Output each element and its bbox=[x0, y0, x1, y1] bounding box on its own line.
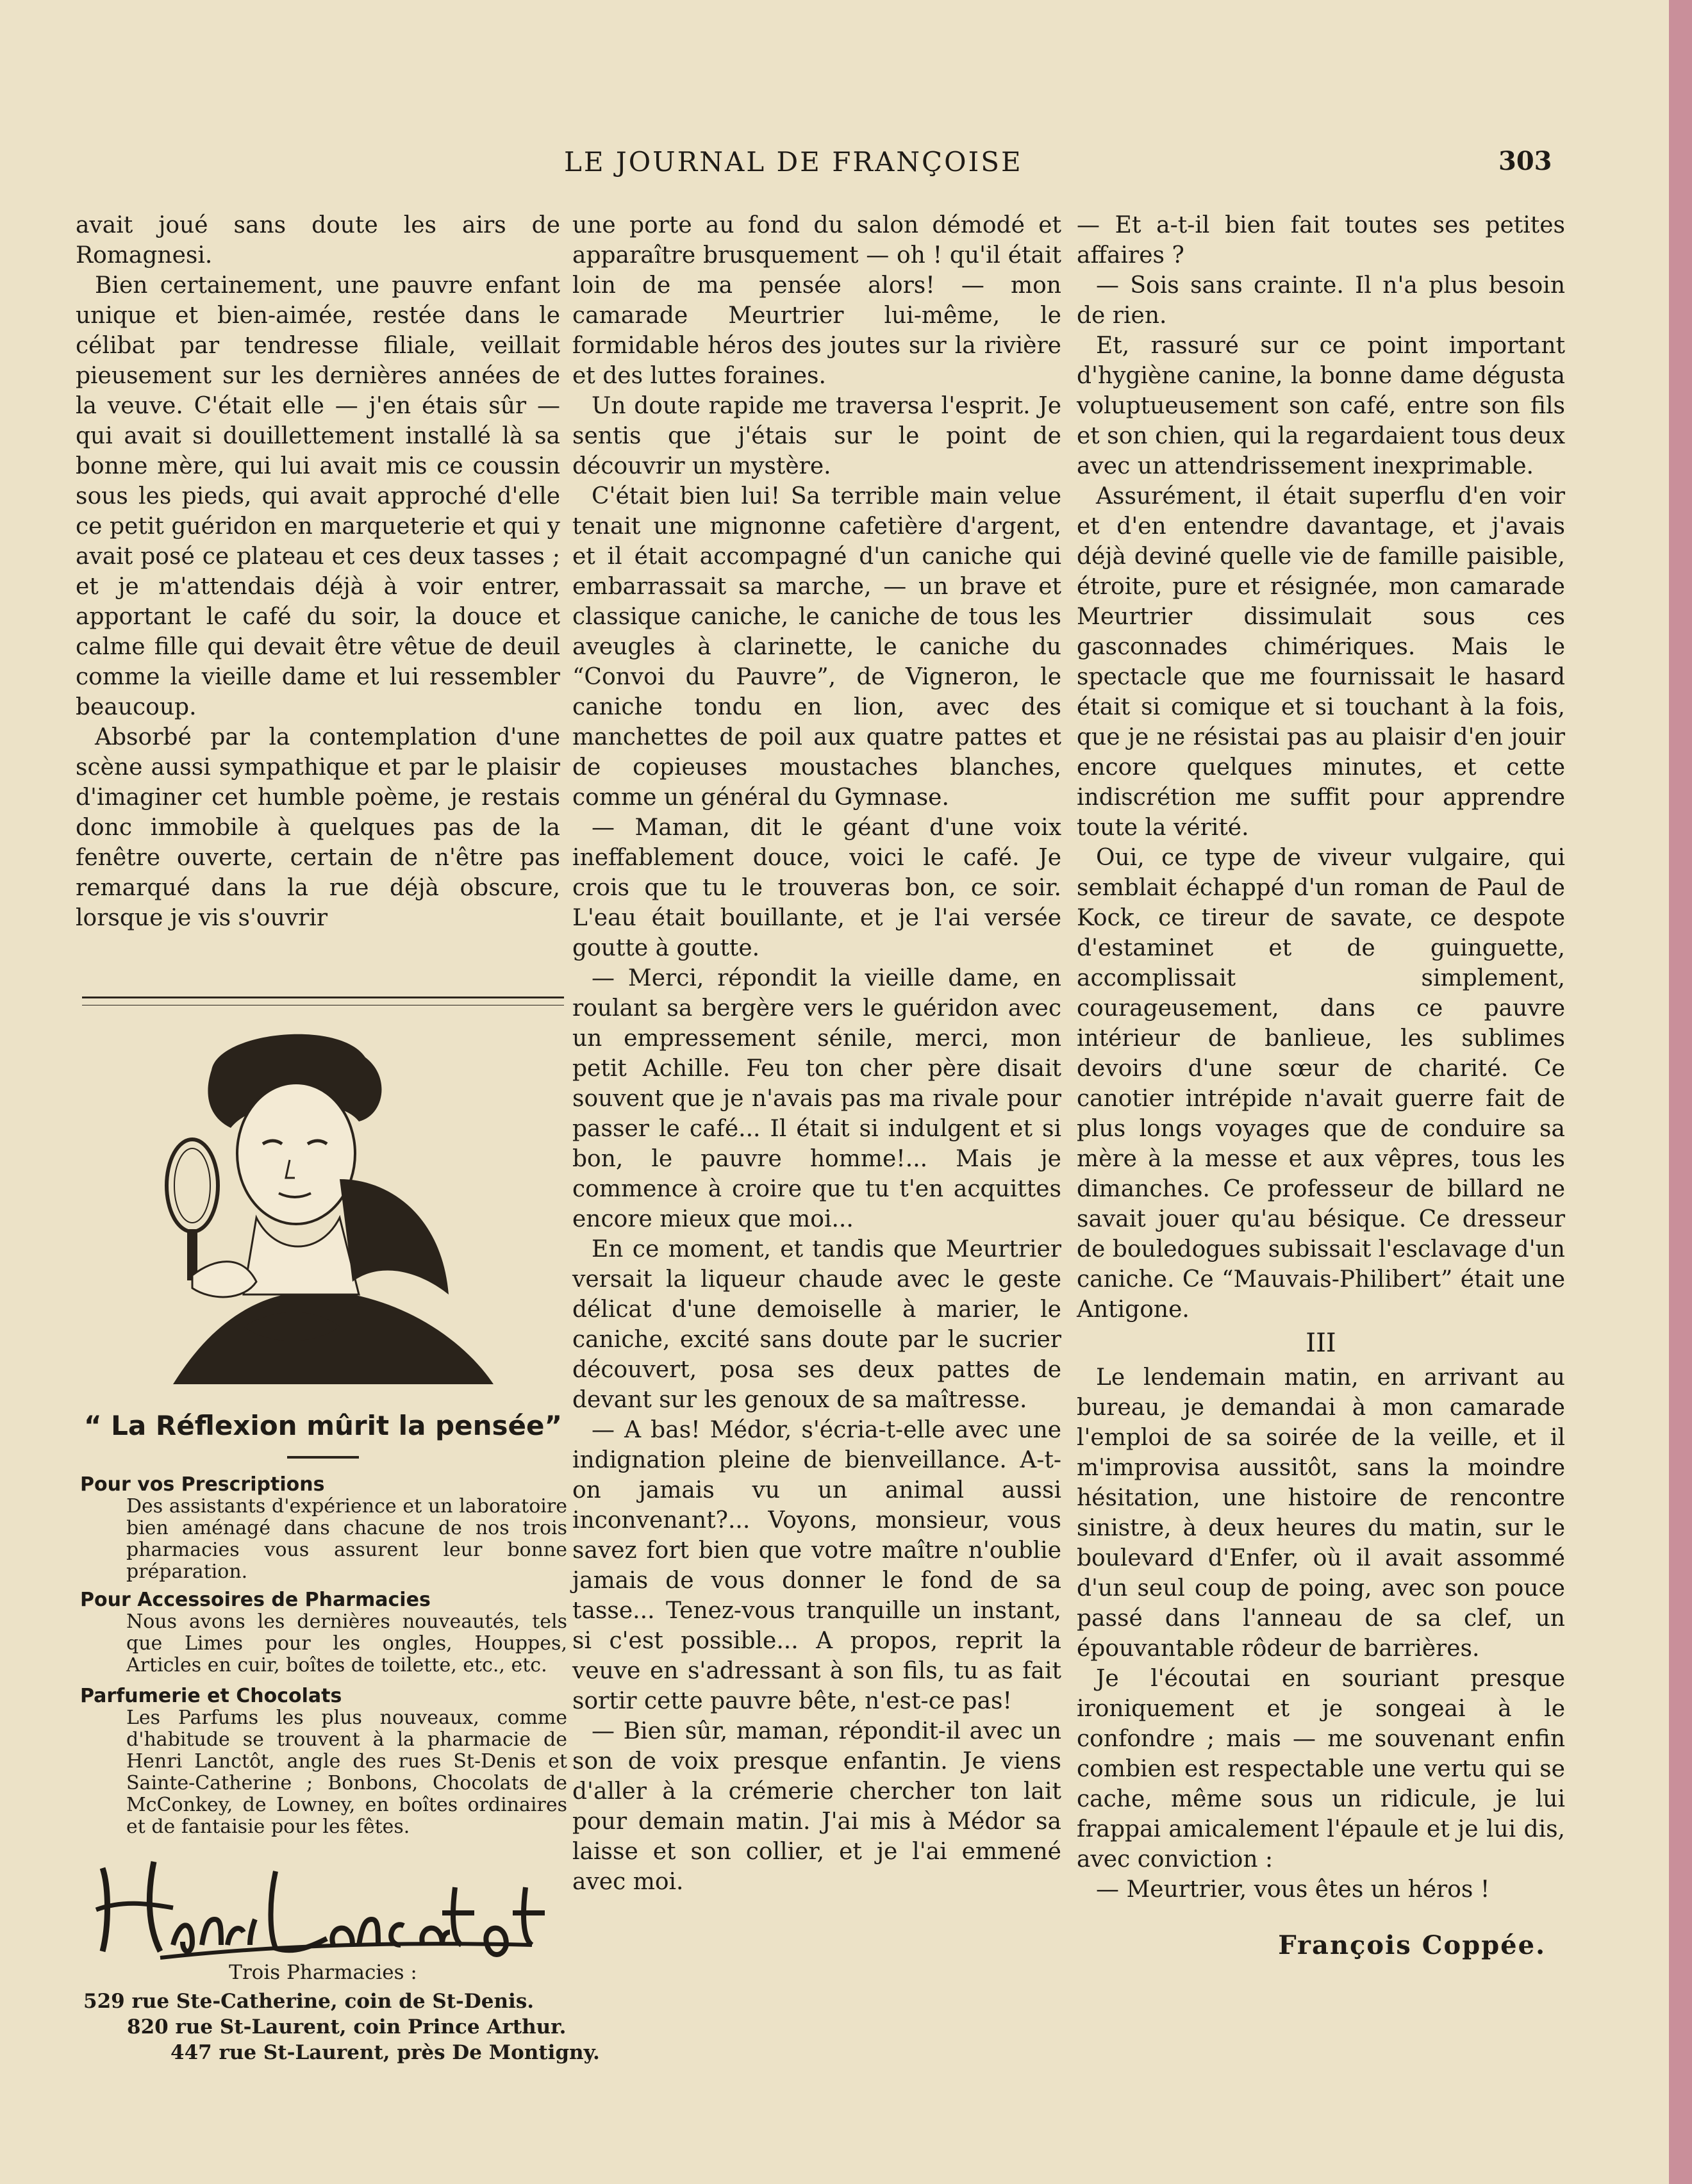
paragraph: Un doute rapide me traversa l'esprit. Je sentis que j'étais sur le point de découvrir un mystère. bbox=[572, 393, 1061, 479]
paragraph: Absorbé par la contemplation d'une scène aussi sympathique et par le plaisir d'imaginer cet humble poème, je restais donc immobile à quelques pas de la fenêtre ouverte, certain de n'être pas remarqué dans la rue déjà obscure, lorsque je vis s'ouvrir bbox=[76, 724, 560, 931]
ad-section-heading: Pour vos Prescriptions bbox=[80, 1473, 325, 1496]
paragraph: Assurément, il était superflu d'en voir et d'en entendre davantage, et j'avais déjà deviné quelle vie de famille paisible, étroite, pure et résignée, mon camarade Meurtrier dissimulait sous ces gasconnades chimériques. Mais le spectacle que me fournissait le hasard était si comique et si touchant à la fois, que je ne résistai pas au plaisir d'en jouir encore quelques minutes, et cette indiscrétion me suffit pour apprendre toute la vérité. bbox=[1077, 483, 1565, 841]
ad-section-accessories bbox=[80, 1589, 567, 1676]
ad-section-body: Nous avons les dernières nouveautés, tels que Limes pour les ongles, Houppes, Articles en cuir, boîtes de toilette, etc., etc. bbox=[126, 1610, 567, 1676]
ad-section-heading: Parfumerie et Chocolats bbox=[80, 1685, 342, 1707]
ad-section-prescriptions bbox=[80, 1474, 567, 1583]
paragraph: — Merci, répondit la vieille dame, en roulant sa bergère vers le guéridon avec un empressement sénile, merci, mon petit Achille. Feu ton cher père disait souvent que je n'avais pas ma rivale pour passer le café... Il était si indulgent et si bon, le pauvre homme!... Mais je commence à croire que tu t'en acquittes encore mieux que moi... bbox=[572, 965, 1061, 1232]
address-line: 447 rue St-Laurent, près De Montigny. bbox=[170, 2041, 600, 2064]
page-number: 303 bbox=[1498, 146, 1552, 176]
advertisement-divider bbox=[82, 997, 564, 1005]
author-signature: François Coppée. bbox=[1278, 1930, 1546, 1960]
running-header: LE JOURNAL DE FRANÇOISE bbox=[564, 146, 1023, 178]
ad-section-body: Des assistants d'expérience et un laboratoire bien aménagé dans chacune de nos trois pharmacies vous assurent leur bonne préparation. bbox=[126, 1495, 567, 1583]
paragraph: Oui, ce type de viveur vulgaire, qui semblait échappé d'un roman de Paul de Kock, ce tireur de savate, ce despote d'estaminet et de guinguette, accomplissait simplement, courageusement, dans ce pauvre intérieur de banlieue, les sublimes devoirs d'une sœur de charité. Ce canotier intrépide n'avait guerre fait de plus longs voyages que de conduire sa mère à la messe et aux vêpres, tous les dimanches. Ce professeur de billard ne savait jouer qu'au bésique. Ce dresseur de bouledogues subissait l'esclavage d'un caniche. Ce “Mauvais-Philibert” était une Antigone. bbox=[1077, 845, 1565, 1323]
text-column-2 bbox=[572, 210, 1061, 1897]
address-line: 820 rue St-Laurent, coin Prince Arthur. bbox=[127, 2015, 567, 2039]
henri-lanctot-logo bbox=[83, 1849, 558, 1964]
paragraph: Je l'écoutai en souriant presque ironiquement et je songeai à le confondre ; mais — me souvenant enfin combien est respectable une vertu qui se cache, même sous un ridicule, je lui frappai amicalement l'épaule et je lui dis, avec conviction : bbox=[1077, 1666, 1565, 1873]
pharmacies-title: Trois Pharmacies : bbox=[229, 1961, 417, 1984]
paragraph: — Maman, dit le géant d'une voix ineffablement douce, voici le café. Je crois que tu le trouveras bon, ce soir. L'eau était bouillante, et je l'ai versée goutte à goutte. bbox=[572, 815, 1061, 961]
ad-section-body: Les Parfums les plus nouveaux, comme d'habitude se trouvent à la pharmacie de Henri Lanctôt, angle des rues St-Denis et Sainte-Catherine ; Bonbons, Chocolats de McConkey, de Lowney, en boîtes ordinaires et de fantaisie pour les fêtes. bbox=[126, 1707, 567, 1838]
woman-with-mirror-illustration bbox=[147, 1025, 506, 1384]
section-heading: III bbox=[1306, 1328, 1336, 1358]
text-column-3 bbox=[1077, 210, 1565, 1960]
paragraph: Et, rassuré sur ce point important d'hygiène canine, la bonne dame dégusta voluptueusement son café, entre son fils et son chien, qui la regardaient tous deux avec un attendrissement inexprimable. bbox=[1077, 333, 1565, 479]
paragraph: — Et a-t-il bien fait toutes ses petites affaires ? bbox=[1077, 212, 1565, 269]
paragraph: En ce moment, et tandis que Meurtrier versait la liqueur chaude avec le geste délicat d'une demoiselle à marier, le caniche, excité sans doute par le sucrier découvert, posa ses deux pattes de devant sur les genoux de sa maîtresse. bbox=[572, 1236, 1061, 1413]
address-line: 529 rue Ste-Catherine, coin de St-Denis. bbox=[83, 1990, 535, 2013]
paragraph: Le lendemain matin, en arrivant au bureau, je demandai à mon camarade l'emploi de sa soirée de la veille, et il m'improvisa aussitôt, sans la moindre hésitation, une histoire de rencontre sinistre, à deux heures du matin, sur le boulevard d'Enfer, où il avait assommé d'un seul coup de poing, avec son pouce passé dans l'anneau de sa clef, un épouvantable rôdeur de barrières. bbox=[1077, 1364, 1565, 1662]
paragraph: avait joué sans doute les airs de Romagnesi. bbox=[76, 212, 560, 269]
page-edge bbox=[1669, 0, 1692, 2184]
paragraph: une porte au fond du salon démodé et apparaître brusquement — oh ! qu'il était loin de ma pensée alors! — mon camarade Meurtrier lui-même, le formidable héros des joutes sur la rivière et des luttes foraines. bbox=[572, 212, 1061, 389]
paragraph: C'était bien lui! Sa terrible main velue tenait une mignonne cafetière d'argent, et il était accompagné d'un caniche qui embarrassait sa marche, — un brave et classique caniche, le caniche de tous les aveugles à clarinette, le caniche du “Convoi du Pauvre”, de Vigneron, le caniche tondu en lion, avec des manchettes de poil aux quatre pattes et de copieuses moustaches blanches, comme un général du Gymnase. bbox=[572, 483, 1061, 811]
ad-section-heading: Pour Accessoires de Pharmacies bbox=[80, 1589, 431, 1611]
paragraph: Bien certainement, une pauvre enfant unique et bien-aimée, restée dans le célibat par tendresse filiale, veillait pieusement sur les dernières années de la veuve. C'était elle — j'en étais sûr — qui avait si douillettement installé là sa bonne mère, qui lui avait mis ce coussin sous les pieds, qui avait approché d'elle ce petit guéridon en marqueterie et qui y avait posé ce plateau et ces deux tasses ; et je m'attendais déjà à voir entrer, apportant le café du soir, la douce et calme fille qui devait être vêtue de deuil comme la vieille dame et lui ressembler beaucoup. bbox=[76, 272, 560, 720]
paragraph: — Sois sans crainte. Il n'a plus besoin de rien. bbox=[1077, 272, 1565, 329]
ad-slogan: “ La Réflexion mûrit la pensée” bbox=[83, 1410, 563, 1441]
text-column-1 bbox=[76, 210, 560, 933]
paragraph: — Meurtrier, vous êtes un héros ! bbox=[1096, 1876, 1490, 1903]
ad-section-perfumery bbox=[80, 1685, 567, 1838]
paragraph: — A bas! Médor, s'écria-t-elle avec une indignation pleine de bienveillance. A-t-on jamais vu un animal aussi inconvenant?... Voyons, monsieur, vous savez fort bien que votre maître n'oublie jamais de vous donner le fond de sa tasse... Tenez-vous tranquille un instant, si c'est possible... A propos, reprit la veuve en s'adressant à son fils, tu as fait sortir cette pauvre bête, n'est-ce pas! bbox=[572, 1417, 1061, 1714]
ad-divider bbox=[287, 1456, 359, 1459]
paragraph: — Bien sûr, maman, répondit-il avec un son de voix presque enfantin. Je viens d'aller à la crémerie chercher ton lait pour demain matin. J'ai mis à Médor sa laisse et son collier, et je l'ai emmené avec moi. bbox=[572, 1718, 1061, 1895]
